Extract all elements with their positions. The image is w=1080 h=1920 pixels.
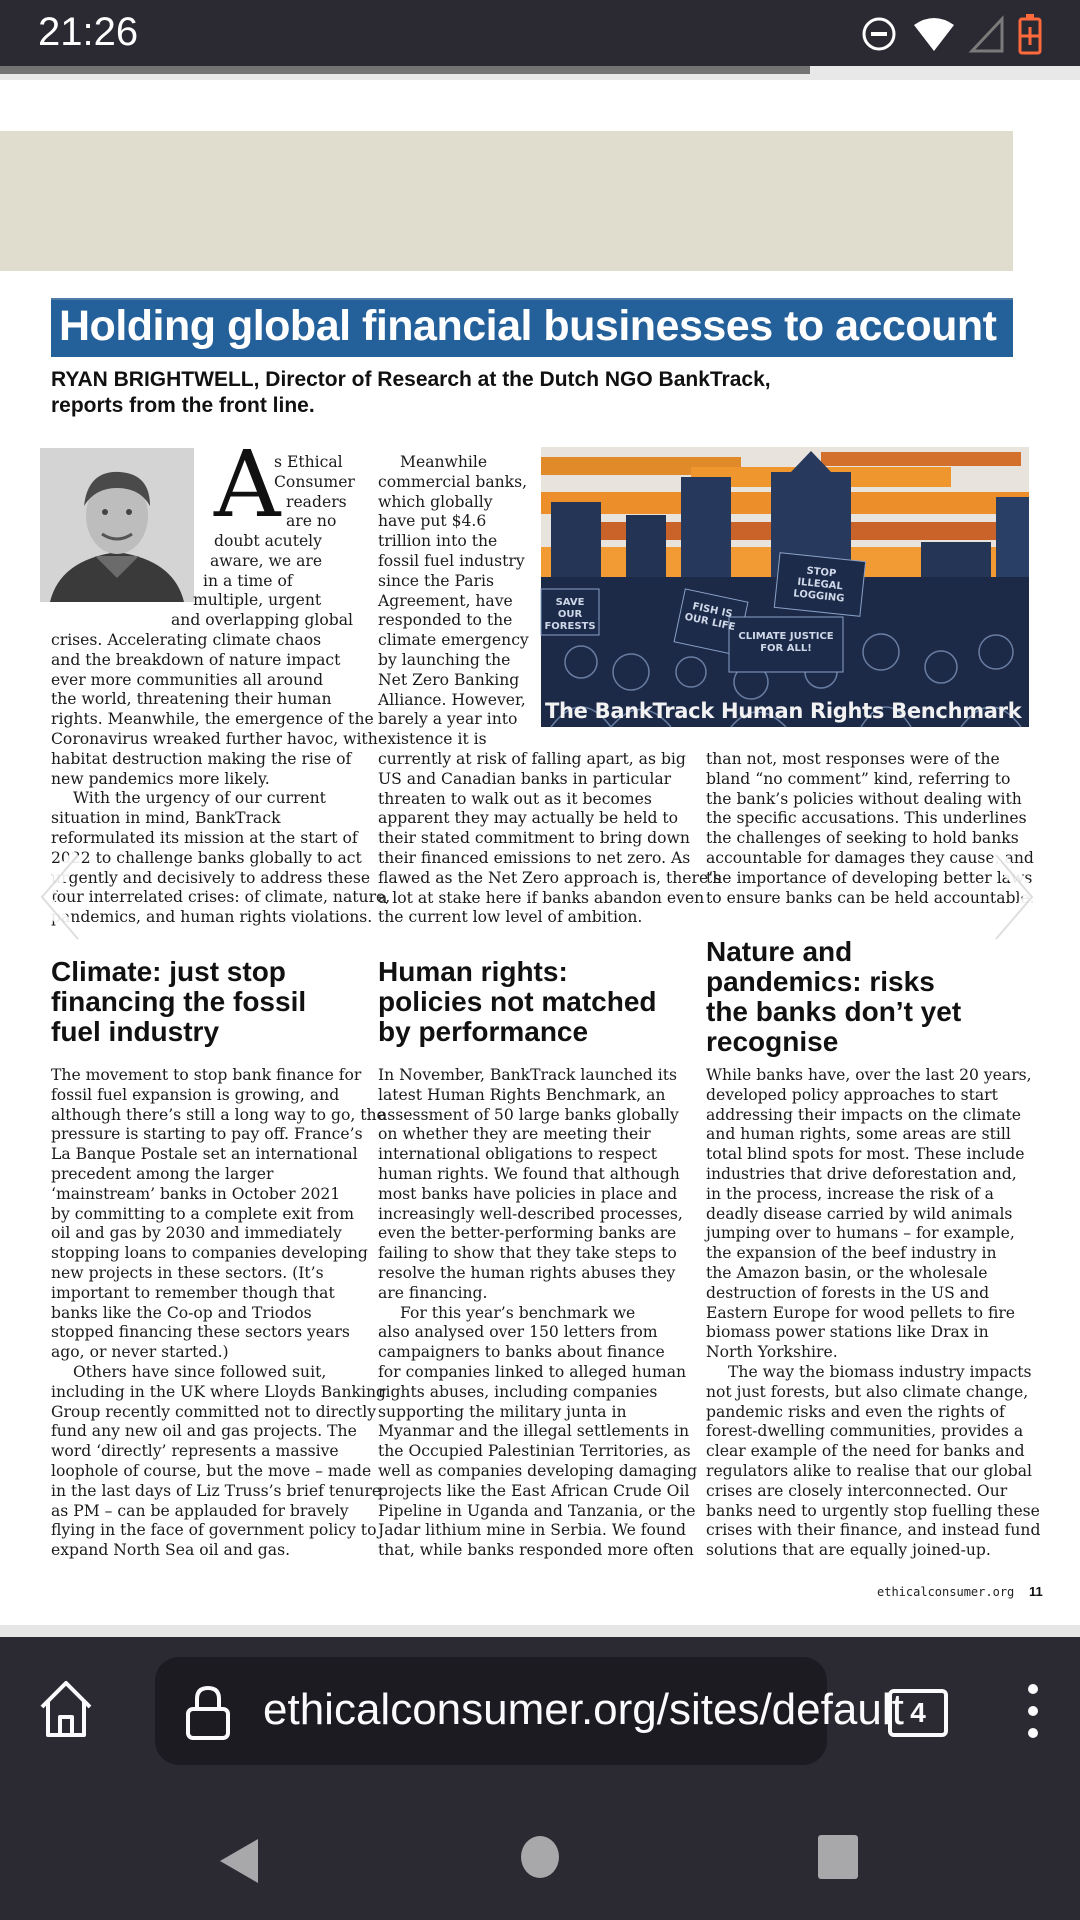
article-standfirst <box>51 367 811 419</box>
text-line: crises are closely interconnected. Our <box>706 1481 1008 1500</box>
standfirst-line: reports from the front line. <box>51 394 315 417</box>
text-line: aware, we are <box>210 551 323 570</box>
text-line: stopping loans to companies developing <box>51 1244 368 1263</box>
text-line: total blind spots for most. These include <box>706 1145 1025 1164</box>
text-line: Jadar lithium mine in Serbia. We found <box>378 1521 686 1540</box>
heading-line: the banks don’t yet <box>706 996 962 1027</box>
battery-charging-icon <box>1018 13 1042 55</box>
heading-line: pandemics: risks <box>706 966 935 997</box>
url-text[interactable]: ethicalconsumer.org/sites/default <box>263 1685 904 1734</box>
text-line: climate emergency <box>378 631 529 650</box>
text-line: precedent among the larger <box>51 1164 274 1183</box>
text-line: developed policy approaches to start <box>706 1085 998 1104</box>
text-line: projects like the East African Crude Oil <box>378 1481 690 1500</box>
text-line: The way the biomass industry impacts <box>728 1362 1032 1381</box>
text-line: flying in the face of government policy to <box>51 1521 377 1540</box>
text-line: increasingly well-described processes, <box>378 1204 683 1223</box>
text-line: For this year’s benchmark we <box>400 1303 636 1322</box>
text-line: in a time of <box>203 571 293 590</box>
text-line: including in the UK where Lloyds Banking <box>51 1382 386 1401</box>
sign-fish-is-our-life: FISH IS OUR LIFE <box>683 601 737 634</box>
text-line: supporting the military junta in <box>378 1402 627 1421</box>
banktrack-benchmark-image <box>541 447 1029 727</box>
text-line: by committing to a complete exit from <box>51 1204 354 1223</box>
text-line: in the process, increase the risk of a <box>706 1184 994 1203</box>
heading-line: Climate: just stop <box>51 956 286 987</box>
section-heading-climate <box>51 957 306 1047</box>
text-line: and overlapping global <box>171 611 354 630</box>
page-separator <box>0 1625 1080 1637</box>
text-line: trillion into the <box>378 532 498 551</box>
section-body-human-rights <box>378 1066 698 1561</box>
text-line: assessment of 50 large banks globally <box>378 1105 679 1124</box>
text-line: solutions that are equally joined-up. <box>706 1541 991 1560</box>
lock-icon[interactable] <box>185 1685 231 1741</box>
text-line: bland “no comment” kind, referring to <box>706 769 1011 788</box>
text-line: the expansion of the beef industry in <box>706 1244 997 1263</box>
text-line: latest Human Rights Benchmark, an <box>378 1085 666 1104</box>
footer-site: ethicalconsumer.org <box>877 1585 1015 1599</box>
article-headline: Holding global financial businesses to account <box>59 302 997 350</box>
text-line: jumping over to humans – for example, <box>706 1224 1015 1243</box>
text-line: threaten to walk out as it becomes <box>378 789 652 808</box>
text-line: Myanmar and the illegal settlements in <box>378 1422 690 1441</box>
heading-line: policies not matched <box>378 986 657 1017</box>
text-line: currently at risk of falling apart, as big <box>378 750 686 768</box>
sign-stop-illegal-logging: STOP ILLEGAL LOGGING <box>792 565 845 605</box>
header-band <box>0 131 1013 271</box>
text-line: failing to show that they take steps to <box>378 1244 677 1263</box>
text-line: to ensure banks can be held accountable. <box>706 888 1035 907</box>
text-line: rights. Meanwhile, the emergence of the <box>51 710 374 729</box>
text-line: industries that drive deforestation and, <box>706 1164 1017 1183</box>
text-line: which globally <box>378 492 493 511</box>
text-line: With the urgency of our current <box>73 789 326 808</box>
text-line: forest-dwelling communities, provides a <box>706 1422 1024 1441</box>
text-line: multiple, urgent <box>193 591 322 610</box>
text-line: resolve the human rights abuses they <box>378 1263 676 1282</box>
sign-save-our-forests: SAVE OUR FORESTS <box>544 597 596 632</box>
text-line: the specific accusations. This underlines <box>706 809 1027 828</box>
text-line: readers <box>286 492 347 511</box>
text-line: not just forests, but also climate change, <box>706 1382 1029 1401</box>
text-line: flawed as the Net Zero approach is, there’s <box>378 868 722 887</box>
image-caption: The BankTrack Human Rights Benchmark <box>545 699 1022 723</box>
cell-signal-icon <box>970 15 1004 53</box>
text-line: crises with their finance, and instead fund <box>706 1521 1041 1540</box>
drop-cap: A <box>214 431 281 538</box>
text-line: since the Paris <box>378 571 494 590</box>
text-line: deadly disease carried by wild animals <box>706 1204 1013 1223</box>
page-number: 11 <box>1029 1584 1043 1599</box>
text-line: fossil fuel industry <box>378 551 525 570</box>
text-line: Coronavirus wreaked further havoc, with <box>51 729 378 748</box>
text-line: word ‘directly’ represents a massive <box>51 1442 339 1461</box>
status-time: 21:26 <box>38 10 139 54</box>
text-line: urgently and decisively to address these <box>51 868 371 887</box>
text-line: their stated commitment to bring down <box>378 829 690 848</box>
sign-climate-justice: CLIMATE JUSTICE FOR ALL! <box>738 631 834 654</box>
text-line: barely a year into <box>378 710 518 729</box>
section-body-climate <box>51 1066 386 1561</box>
text-line: human rights. We found that although <box>378 1164 680 1183</box>
text-line: 2022 to challenge banks globally to act <box>51 848 362 867</box>
text-line: four interrelated crises: of climate, nature, <box>51 888 391 907</box>
text-line: loophole of course, but the move – made <box>51 1461 372 1480</box>
text-line: clear example of the need for banks and <box>706 1442 1025 1461</box>
text-line: Meanwhile <box>400 453 488 471</box>
text-line: oil and gas by 2030 and immediately <box>51 1224 342 1243</box>
text-line: addressing their impacts on the climate <box>706 1105 1022 1124</box>
intro-text-wrap-top <box>274 453 394 532</box>
pdf-page[interactable] <box>0 80 1080 1625</box>
column-3-top <box>706 750 1035 908</box>
text-line: In November, BankTrack launched its <box>378 1066 677 1084</box>
text-line: ever more communities all around <box>51 670 324 689</box>
text-line: rights abuses, including companies <box>378 1382 658 1401</box>
text-line: Eastern Europe for wood pellets to fire <box>706 1303 1016 1322</box>
text-line: reformulated its mission at the start of <box>51 828 358 847</box>
text-line: the current low level of ambition. <box>378 908 643 927</box>
text-line: pressure is starting to pay off. France’s <box>51 1125 363 1144</box>
text-line: their financed emissions to net zero. As <box>378 848 691 867</box>
intro-paragraph-1 <box>51 631 391 928</box>
text-line: new projects in these sectors. (It’s <box>51 1263 324 1282</box>
text-line: Agreement, have <box>378 591 513 610</box>
heading-line: financing the fossil <box>51 986 307 1017</box>
text-line: the Amazon basin, or the wholesale <box>706 1263 988 1282</box>
text-line: Group recently committed not to directly <box>51 1402 377 1421</box>
heading-line: by performance <box>378 1016 589 1047</box>
text-line: Net Zero Banking <box>378 670 520 689</box>
column-2-wide <box>378 750 722 928</box>
text-line: and the breakdown of nature impact <box>51 650 341 669</box>
headline-bar <box>51 298 1013 357</box>
next-page-arrow-icon[interactable] <box>984 847 1044 947</box>
text-line: in the last days of Liz Truss’s brief tenure <box>51 1481 382 1500</box>
text-line: accountable for damages they cause, and <box>706 848 1034 867</box>
text-line: and human rights, some areas are still <box>706 1125 1011 1144</box>
text-line: on whether they are meeting their <box>378 1125 651 1144</box>
tab-count-button[interactable]: 4 <box>888 1689 948 1737</box>
text-line: Others have since followed suit, <box>73 1362 327 1381</box>
text-line: apparent they may actually be held to <box>378 809 679 828</box>
text-line: US and Canadian banks in particular <box>378 769 672 788</box>
text-line: habitat destruction making the rise of <box>51 749 352 768</box>
recents-icon[interactable] <box>816 1833 860 1881</box>
text-line: Consumer <box>274 472 355 491</box>
text-line: although there’s still a long way to go, the <box>51 1105 386 1124</box>
text-line: that, while banks responded more often <box>378 1541 694 1560</box>
text-line: pandemic risks and even the rights of <box>706 1402 1005 1421</box>
text-line: are financing. <box>378 1283 488 1302</box>
text-line: fossil fuel expansion is growing, and <box>51 1085 340 1104</box>
text-line: North Yorkshire. <box>706 1343 838 1362</box>
text-line: well as companies developing damaging <box>378 1461 698 1480</box>
text-line: the world, threatening their human <box>51 690 332 709</box>
text-line: than not, most responses were of the <box>706 750 1000 768</box>
text-line: new pandemics more likely. <box>51 769 270 788</box>
text-line: have put $4.6 <box>378 512 487 531</box>
text-line: La Banque Postale set an international <box>51 1145 358 1164</box>
section-body-nature <box>706 1066 1041 1561</box>
heading-line: Nature and <box>706 936 853 967</box>
text-line: regulators alike to realise that our global <box>706 1461 1033 1480</box>
page-progress-fill <box>0 66 810 74</box>
url-bar[interactable] <box>155 1657 904 1765</box>
back-icon[interactable] <box>218 1837 262 1885</box>
text-line: important to remember though that <box>51 1283 335 1302</box>
text-line: existence it is <box>378 730 487 749</box>
text-line: responded to the <box>378 611 513 630</box>
text-line: campaigners to banks about finance <box>378 1343 665 1362</box>
home-circle-icon[interactable] <box>520 1835 560 1879</box>
text-line: banks need to urgently stop fuelling these <box>706 1501 1040 1520</box>
status-bar <box>0 0 1080 66</box>
text-line: biomass power stations like Drax in <box>706 1323 989 1342</box>
more-vert-icon[interactable] <box>1022 1683 1044 1739</box>
text-line: the bank’s policies without dealing with <box>706 789 1022 808</box>
text-line: most banks have policies in place and <box>378 1184 678 1203</box>
standfirst-line: RYAN BRIGHTWELL, Director of Research at the Dutch NGO BankTrack, <box>51 368 771 391</box>
section-heading-human-rights <box>378 957 657 1047</box>
text-line: as PM – can be applauded for bravely <box>51 1501 349 1520</box>
section-heading-nature <box>706 937 961 1057</box>
text-line: banks like the Co-op and Triodos <box>51 1303 312 1322</box>
text-line: s Ethical <box>274 453 343 471</box>
text-line: pandemics, and human rights violations. <box>51 908 373 927</box>
text-line: ago, or never started.) <box>51 1343 229 1362</box>
text-line: The movement to stop bank finance for <box>51 1066 362 1084</box>
home-icon[interactable] <box>38 1679 94 1739</box>
do-not-disturb-icon <box>860 15 898 53</box>
text-line: Alliance. However, <box>378 690 526 709</box>
column-2-narrow <box>378 453 533 750</box>
heading-line: recognise <box>706 1026 839 1057</box>
text-line: the importance of developing better laws <box>706 868 1033 887</box>
text-line: by launching the <box>378 650 511 669</box>
heading-line: fuel industry <box>51 1016 220 1047</box>
text-line: situation in mind, BankTrack <box>51 809 281 828</box>
text-line: even the better-performing banks are <box>378 1224 677 1243</box>
text-line: a lot at stake here if banks abandon even <box>378 888 705 907</box>
previous-page-arrow-icon[interactable] <box>30 847 90 947</box>
page-progress-track <box>0 66 1080 80</box>
browser-toolbar <box>0 1637 1080 1920</box>
status-icons <box>860 12 1042 56</box>
text-line: also analysed over 150 letters from <box>378 1323 658 1342</box>
heading-line: Human rights: <box>378 956 568 987</box>
text-line: crises. Accelerating climate chaos <box>51 631 322 649</box>
text-line: stopped financing these sectors years <box>51 1323 350 1342</box>
text-line: expand North Sea oil and gas. <box>51 1541 291 1560</box>
text-line: doubt acutely <box>214 532 322 550</box>
text-line: the challenges of seeking to hold banks <box>706 829 1019 848</box>
text-line: commercial banks, <box>378 472 528 491</box>
text-line: Pipeline in Uganda and Tanzania, or the <box>378 1501 696 1520</box>
wifi-icon <box>912 15 956 53</box>
text-line: destruction of forests in the US and <box>706 1283 990 1302</box>
text-line: for companies linked to alleged human <box>378 1362 687 1381</box>
text-line: While banks have, over the last 20 years, <box>706 1066 1032 1084</box>
intro-text-wrap-mid <box>0 532 354 631</box>
text-line: international obligations to respect <box>378 1145 658 1164</box>
text-line: the Occupied Palestinian Territories, as <box>378 1442 691 1461</box>
text-line: fund any new oil and gas projects. The <box>51 1422 357 1441</box>
text-line: are no <box>286 512 337 531</box>
text-line: ‘mainstream’ banks in October 2021 <box>51 1184 341 1203</box>
